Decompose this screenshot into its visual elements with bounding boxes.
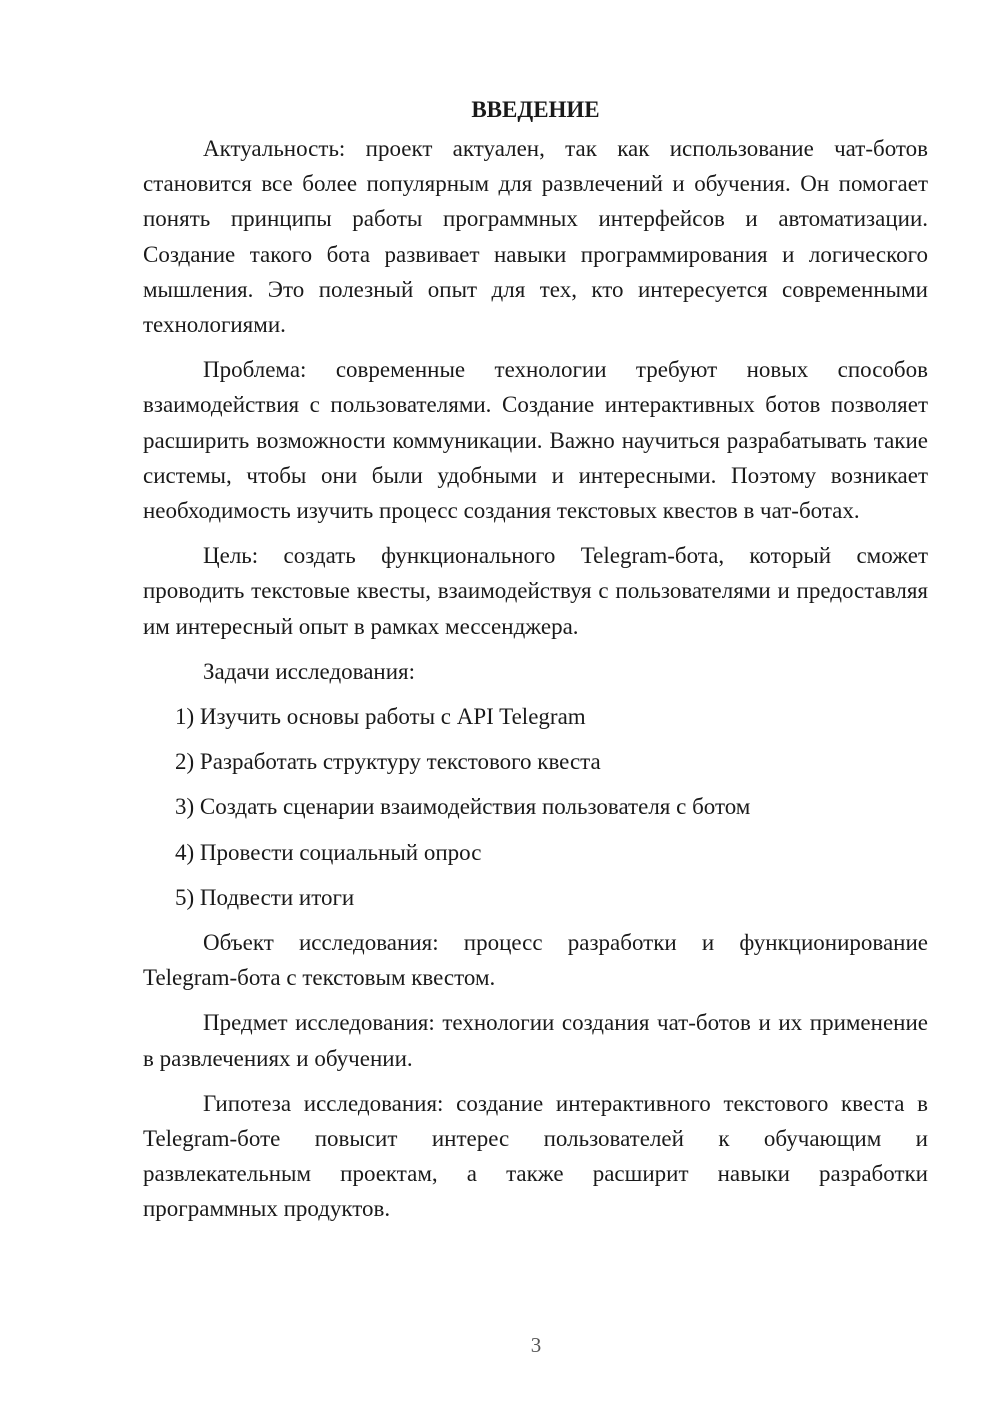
page-number: 3 (530, 1333, 542, 1357)
task-item: 5) Подвести итоги (175, 884, 355, 910)
relevance-paragraph: Актуальность: проект актуален, так как использование чат-ботов становится все более популярным для развлечений и обучения. Он помогает понять принципы работы программных интерфейсов и автоматизации. Создание такого бота развивает навыки программирования и логического мышления. Это полезный опыт для тех, кто интересуется современными технологиями. (143, 136, 928, 338)
task-item: 2) Разработать структуру текстового квеста (175, 749, 601, 775)
problem-paragraph: Проблема: современные технологии требуют новых способов взаимодействия с пользователями. Создание интерактивных ботов позволяет расширить возможности коммуникации. Важно научиться разрабатывать такие системы, чтобы они были удобными и интересными. Поэтому возникает необходимость изучить процесс создания текстовых квестов в чат-ботах. (143, 357, 928, 524)
document-page (143, 92, 928, 1237)
tasks-heading: Задачи исследования: (203, 658, 416, 684)
task-item: 3) Создать сценарии взаимодействия пользователя с ботом (175, 794, 751, 820)
task-item: 4) Провести социальный опрос (175, 839, 482, 865)
object-paragraph: Объект исследования: процесс разработки и функционирование Telegram-бота с текстовым квестом. (143, 930, 928, 991)
task-item: 1) Изучить основы работы с API Telegram (175, 704, 586, 730)
subject-paragraph: Предмет исследования: технологии создания чат-ботов и их применение в развлечениях и обучении. (143, 1010, 928, 1071)
page-title: ВВЕДЕНИЕ (471, 97, 600, 122)
task-list (143, 699, 928, 915)
goal-paragraph: Цель: создать функционального Telegram-бота, который сможет проводить текстовые квесты, взаимодействуя с пользователями и предоставляя им интересный опыт в рамках мессенджера. (143, 543, 928, 639)
hypothesis-paragraph: Гипотеза исследования: создание интерактивного текстового квеста в Telegram-боте повысит интерес пользователей к обучающим и развлекательным проектам, а также расширит навыки разработки программных продуктов. (143, 1090, 928, 1222)
